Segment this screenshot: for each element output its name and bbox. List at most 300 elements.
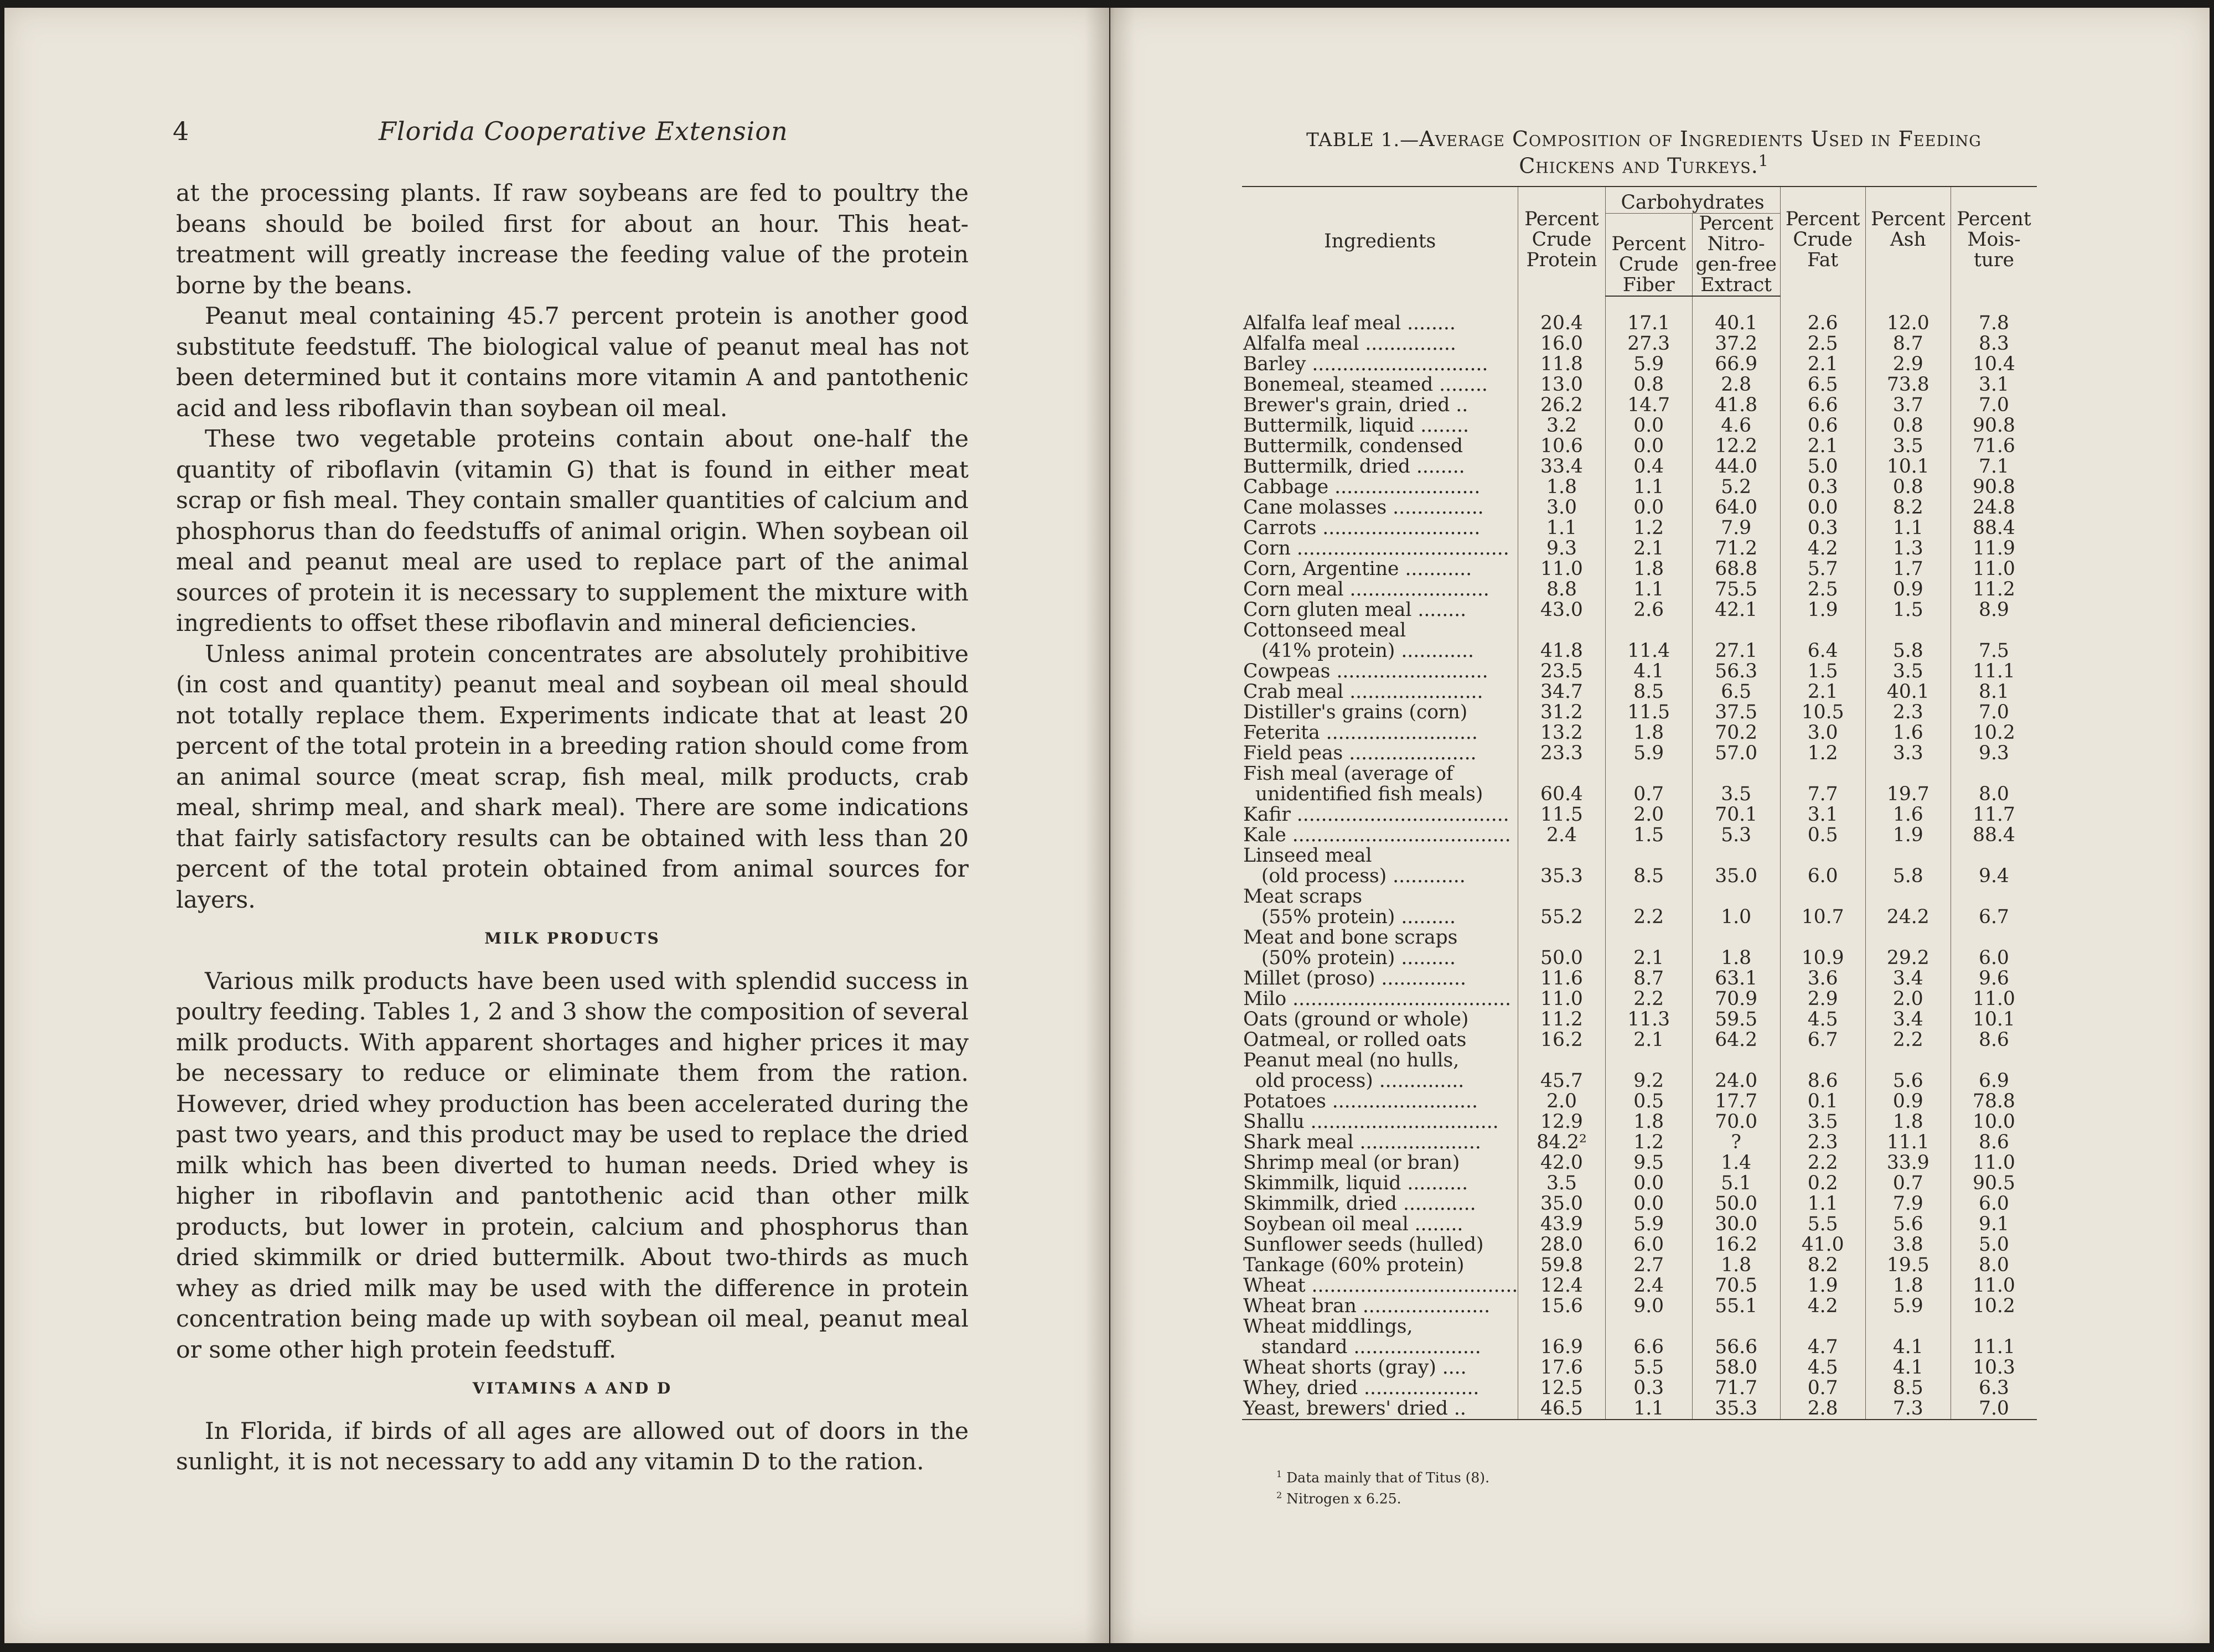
table-row (1242, 887, 2037, 907)
value-protein: 50.0 (1518, 948, 1605, 969)
table-row (1242, 1296, 2037, 1317)
table-row (1242, 1009, 2037, 1030)
table-row (1242, 457, 2037, 477)
value-nfe (1692, 620, 1780, 641)
value-nfe: 27.1 (1692, 641, 1780, 661)
value-ash: 0.8 (1865, 416, 1951, 436)
value-fiber: 9.5 (1605, 1153, 1692, 1173)
value-nfe: 56.6 (1692, 1337, 1780, 1358)
table-row (1242, 375, 2037, 395)
value-nfe (1692, 764, 1780, 784)
value-fiber (1605, 1050, 1692, 1071)
table-row (1242, 866, 2037, 887)
header-carbohydrates: Carbohydrates (1605, 187, 1780, 214)
ingredient-name: Cane molasses ............... (1242, 498, 1518, 518)
paragraph: In Florida, if birds of all ages are allowed out of doors in the sunlight, it is not necessary to add any vitamin D to the ration. (176, 1417, 969, 1475)
value-ash: 8.5 (1865, 1378, 1951, 1399)
body-text (176, 178, 969, 1478)
section-heading-milk: MILK PRODUCTS (484, 929, 660, 947)
paragraph: Unless animal protein concentrates are absolutely prohibitive (in cost and quantity) peanut meal and soybean oil meal should not totally replace them. Experiments indicate that at least 20 percent of the total protein in a breeding ration should come from an animal source (meat scrap, fish meal, milk products, crab meal, shrimp meal, and shark meal). There are some indications that fairly satisfactory results can be obtained with less than 20 percent of the total protein obtained from animal sources for layers. (176, 640, 969, 914)
ingredient-name: Wheat shorts (gray) .... (1242, 1358, 1518, 1378)
value-fiber: 1.2 (1605, 1132, 1692, 1153)
value-moisture: 90.5 (1973, 1172, 2015, 1194)
value-protein: 16.0 (1518, 334, 1605, 354)
running-title: Florida Cooperative Extension (379, 116, 788, 146)
value-moisture (1951, 1050, 2037, 1071)
value-moisture: 10.3 (1973, 1356, 2015, 1379)
value-moisture: 11.1 (1973, 1336, 2015, 1358)
table-row (1242, 600, 2037, 620)
value-fiber: 6.0 (1605, 1235, 1692, 1255)
value-moisture: 11.9 (1973, 537, 2015, 560)
value-fat (1780, 846, 1865, 866)
value-nfe: 3.5 (1692, 784, 1780, 805)
ingredient-name: Meat and bone scraps (1242, 928, 1518, 948)
value-moisture: 7.0 (1979, 394, 2009, 416)
ingredient-name: Corn meal ....................... (1242, 579, 1518, 600)
value-ash: 3.4 (1865, 969, 1951, 989)
value-moisture: 8.1 (1979, 681, 2009, 703)
value-moisture: 3.1 (1979, 374, 2009, 396)
value-protein: 59.8 (1518, 1255, 1605, 1276)
table-row (1242, 1050, 2037, 1071)
value-fiber: 0.4 (1605, 457, 1692, 477)
ingredient-name: Corn, Argentine ........... (1242, 559, 1518, 579)
value-fat: 2.5 (1780, 579, 1865, 600)
value-protein: 2.4 (1518, 825, 1605, 846)
value-fat: 4.2 (1780, 1296, 1865, 1317)
value-nfe: 16.2 (1692, 1235, 1780, 1255)
table-row (1242, 1235, 2037, 1255)
ingredient-name: Buttermilk, condensed (1242, 436, 1518, 457)
table-row (1242, 682, 2037, 702)
value-moisture: 7.0 (1951, 1399, 2037, 1420)
value-fat: 0.6 (1780, 416, 1865, 436)
value-moisture: 71.6 (1973, 435, 2015, 457)
value-fiber: 2.1 (1605, 1030, 1692, 1050)
value-nfe (1692, 1317, 1780, 1337)
value-nfe: 37.2 (1692, 334, 1780, 354)
value-moisture: 9.3 (1979, 742, 2009, 764)
value-fat: 10.5 (1780, 702, 1865, 723)
value-protein: 11.8 (1518, 354, 1605, 375)
value-protein: 46.5 (1518, 1399, 1605, 1420)
value-protein: 11.0 (1518, 989, 1605, 1009)
value-moisture: 11.0 (1973, 988, 2015, 1010)
value-fiber: 0.0 (1605, 416, 1692, 436)
value-nfe: 71.2 (1692, 538, 1780, 559)
value-fiber: 1.8 (1605, 1112, 1692, 1132)
ingredient-name: Wheat .................................. (1243, 1276, 1518, 1296)
value-fat: 0.2 (1780, 1173, 1865, 1194)
value-nfe: 37.5 (1692, 702, 1780, 723)
value-ash (1865, 1317, 1951, 1337)
value-moisture: 8.3 (1979, 333, 2009, 355)
value-fiber: 27.3 (1605, 334, 1692, 354)
table-row (1242, 579, 2037, 600)
value-fiber: 0.3 (1605, 1378, 1692, 1399)
value-ash (1865, 620, 1951, 641)
table-row (1242, 1214, 2037, 1235)
value-fat: 0.0 (1780, 498, 1865, 518)
value-protein: 31.2 (1518, 702, 1605, 723)
value-fat: 0.1 (1780, 1091, 1865, 1112)
value-protein: 16.9 (1518, 1337, 1605, 1358)
value-fat: 0.7 (1780, 1378, 1865, 1399)
value-nfe: 12.2 (1692, 436, 1780, 457)
value-moisture: 10.1 (1973, 1008, 2015, 1030)
value-fat: 6.4 (1780, 641, 1865, 661)
value-fiber: 2.2 (1605, 907, 1692, 928)
table-row (1242, 1112, 2037, 1132)
value-protein: 3.5 (1518, 1173, 1605, 1194)
value-protein: 42.0 (1518, 1153, 1605, 1173)
value-nfe: 35.0 (1692, 866, 1780, 887)
value-ash: 29.2 (1865, 948, 1951, 969)
value-fat: 1.5 (1780, 661, 1865, 682)
value-nfe (1692, 846, 1780, 866)
footnote-2: $^2$ Nitrogen x 6.25. (1276, 1490, 1401, 1507)
ingredient-name: Wheat middlings, (1242, 1317, 1518, 1337)
ingredient-name: Distiller's grains (corn) (1242, 702, 1518, 723)
ingredient-name: Buttermilk, liquid ........ (1242, 416, 1518, 436)
caption-footnote-mark: 1 (1758, 152, 1769, 170)
value-fiber: 5.5 (1605, 1358, 1692, 1378)
value-moisture: 88.4 (1973, 517, 2015, 539)
value-ash: 11.1 (1865, 1132, 1951, 1153)
value-fiber: 0.0 (1605, 1173, 1692, 1194)
value-ash: 19.5 (1865, 1255, 1951, 1276)
table-row (1242, 416, 2037, 436)
value-protein: 43.0 (1518, 600, 1605, 620)
value-protein: 13.2 (1518, 723, 1605, 743)
value-moisture: 90.8 (1973, 415, 2015, 437)
value-ash: 1.7 (1865, 559, 1951, 579)
value-nfe: 64.0 (1692, 498, 1780, 518)
value-ash: 0.7 (1865, 1173, 1951, 1194)
value-ash: 33.9 (1865, 1153, 1951, 1173)
value-fat: 1.9 (1780, 600, 1865, 620)
table-row (1242, 764, 2037, 784)
value-moisture: 6.9 (1979, 1070, 2009, 1092)
value-moisture: 5.0 (1979, 1234, 2009, 1256)
value-moisture: 7.0 (1979, 701, 2009, 723)
value-ash: 40.1 (1865, 682, 1951, 702)
value-nfe: 63.1 (1692, 969, 1780, 989)
value-ash: 3.4 (1865, 1009, 1951, 1030)
value-fiber: 1.8 (1605, 723, 1692, 743)
value-ash: 4.1 (1865, 1337, 1951, 1358)
value-fiber: 0.5 (1605, 1091, 1692, 1112)
value-protein: 34.7 (1518, 682, 1605, 702)
table-row (1242, 1337, 2037, 1358)
value-fat: 2.5 (1780, 334, 1865, 354)
value-nfe: 70.5 (1692, 1276, 1780, 1296)
value-ash: 7.9 (1865, 1194, 1951, 1214)
caption-text: Average Composition of Ingredients Used in Feeding Chickens and Turkeys. (1419, 127, 1982, 178)
value-nfe: 5.1 (1692, 1173, 1780, 1194)
ingredient-name: Shark meal .................... (1242, 1132, 1518, 1153)
value-fiber: 2.1 (1605, 948, 1692, 969)
value-ash (1865, 764, 1951, 784)
value-ash: 2.2 (1865, 1030, 1951, 1050)
header-moisture: Percent Mois- ture (1951, 187, 2037, 296)
value-protein: 1.8 (1518, 477, 1605, 498)
header-nitrogen-free-extract: Percent Nitro- gen-free Extract (1692, 214, 1780, 297)
ingredient-name: (50% protein) ......... (1242, 948, 1518, 969)
value-ash: 73.8 (1865, 375, 1951, 395)
value-protein: 33.4 (1518, 457, 1605, 477)
value-fat: 8.2 (1780, 1255, 1865, 1276)
value-ash: 5.9 (1865, 1296, 1951, 1317)
value-moisture: 8.0 (1979, 1254, 2009, 1276)
table-row (1242, 928, 2037, 948)
table-row (1242, 723, 2037, 743)
value-ash: 7.3 (1865, 1399, 1951, 1420)
table-row (1242, 354, 2037, 375)
value-moisture: 9.1 (1979, 1213, 2009, 1235)
ingredient-name: old process) .............. (1242, 1071, 1518, 1091)
table-row (1242, 1173, 2037, 1194)
value-nfe: 58.0 (1692, 1358, 1780, 1378)
value-protein: 43.9 (1518, 1214, 1605, 1235)
value-protein: 84.2² (1518, 1132, 1605, 1153)
ingredient-name: Brewer's grain, dried .. (1242, 395, 1518, 416)
value-protein: 3.0 (1518, 498, 1605, 518)
ingredient-name: (old process) ............ (1242, 866, 1518, 887)
value-protein: 11.2 (1518, 1009, 1605, 1030)
ingredient-name: Wheat bran ..................... (1242, 1296, 1518, 1317)
value-ash (1865, 887, 1951, 907)
value-fiber: 11.3 (1605, 1009, 1692, 1030)
value-ash: 2.0 (1865, 989, 1951, 1009)
value-fat: 3.5 (1780, 1112, 1865, 1132)
value-nfe: 1.0 (1692, 907, 1780, 928)
ingredient-name: Crab meal ...................... (1242, 682, 1518, 702)
value-fat: 6.6 (1780, 395, 1865, 416)
value-fat (1780, 764, 1865, 784)
value-fat: 2.6 (1780, 296, 1865, 334)
value-fat: 0.5 (1780, 825, 1865, 846)
value-protein (1518, 846, 1605, 866)
ingredient-name: Shallu ............................... (1242, 1112, 1518, 1132)
value-protein: 55.2 (1518, 907, 1605, 928)
ingredient-name: Tankage (60% protein) (1242, 1255, 1518, 1276)
value-protein: 11.5 (1518, 805, 1605, 825)
value-nfe: 5.3 (1692, 825, 1780, 846)
value-protein: 8.8 (1518, 579, 1605, 600)
value-fiber (1605, 620, 1692, 641)
ingredient-name: Cottonseed meal (1242, 620, 1518, 641)
ingredient-name: Carrots .......................... (1242, 518, 1518, 538)
ingredient-name: Kale .................................... (1242, 825, 1518, 846)
value-fat: 1.9 (1780, 1276, 1865, 1296)
value-moisture: 88.4 (1973, 824, 2015, 846)
value-fiber: 14.7 (1605, 395, 1692, 416)
value-ash: 1.6 (1865, 723, 1951, 743)
value-fat (1780, 928, 1865, 948)
value-fiber: 2.4 (1605, 1276, 1692, 1296)
value-moisture (1951, 846, 2037, 866)
header-ash: Percent Ash (1865, 187, 1951, 296)
value-fiber: 2.2 (1605, 989, 1692, 1009)
paragraph: Various milk products have been used with splendid success in poultry feeding. Tables 1, 2 and 3 show the composition of several milk products. With apparent shortages and higher prices it may be necessary to reduce or eliminate them from the ration. However, dried whey production has been accelerated during the past two years, and this product may be used to replace the dried milk which has been diverted to human needs. Dried whey is higher in riboflavin and pantothenic acid than other milk products, but lower in protein, calcium and phosphorus than dried skimmilk or dried buttermilk. About two-thirds as much whey as dried milk may be used with the difference in protein concentration being made up with soybean oil meal, peanut meal or some other high protein feedstuff. (176, 967, 969, 1364)
value-ash: 3.8 (1865, 1235, 1951, 1255)
value-moisture: 11.0 (1973, 558, 2015, 580)
value-ash: 19.7 (1865, 784, 1951, 805)
value-protein: 35.3 (1518, 866, 1605, 887)
value-nfe: 68.8 (1692, 559, 1780, 579)
value-fiber: 8.5 (1605, 866, 1692, 887)
value-fat (1780, 1317, 1865, 1337)
ingredient-name: Bonemeal, steamed ........ (1242, 375, 1518, 395)
table-row (1242, 296, 2037, 334)
value-fiber: 8.5 (1605, 682, 1692, 702)
value-moisture: 8.6 (1979, 1131, 2009, 1153)
value-protein (1518, 887, 1605, 907)
ingredient-name: Whey, dried ................... (1242, 1378, 1518, 1399)
value-fiber (1605, 846, 1692, 866)
value-nfe: 66.9 (1692, 354, 1780, 375)
value-fiber: 11.5 (1605, 702, 1692, 723)
value-fat (1780, 1050, 1865, 1071)
table-row (1242, 1378, 2037, 1399)
value-fat: 2.9 (1780, 989, 1865, 1009)
header-crude-fiber: Percent Crude Fiber (1605, 214, 1692, 297)
value-ash: 5.6 (1865, 1214, 1951, 1235)
ingredient-name: (55% protein) ......... (1242, 907, 1518, 928)
value-nfe: 44.0 (1692, 457, 1780, 477)
book-spine (1085, 8, 1135, 1643)
value-moisture (1951, 764, 2037, 784)
ingredient-name: Linseed meal (1242, 846, 1518, 866)
value-ash: 1.3 (1865, 538, 1951, 559)
value-nfe: 17.7 (1692, 1091, 1780, 1112)
value-fat (1780, 887, 1865, 907)
value-ash: 0.8 (1865, 477, 1951, 498)
value-nfe: 24.0 (1692, 1071, 1780, 1091)
table-row (1242, 1317, 2037, 1337)
value-protein: 20.4 (1518, 296, 1605, 334)
value-protein: 23.3 (1518, 743, 1605, 764)
value-ash: 5.8 (1865, 641, 1951, 661)
value-fiber: 4.1 (1605, 661, 1692, 682)
value-nfe: 50.0 (1692, 1194, 1780, 1214)
table-row (1242, 436, 2037, 457)
paragraph: Peanut meal containing 45.7 percent protein is another good substitute feedstuff. The biological value of peanut meal has not been determined but it contains more vitamin A and pantothenic acid and less riboflavin than soybean oil meal. (176, 303, 969, 422)
value-moisture: 90.8 (1973, 476, 2015, 498)
value-nfe: 70.0 (1692, 1112, 1780, 1132)
value-nfe: ? (1692, 1132, 1780, 1153)
ingredient-name: Alfalfa leaf meal ........ (1242, 296, 1518, 334)
value-moisture: 10.2 (1973, 722, 2015, 744)
value-protein: 10.6 (1518, 436, 1605, 457)
value-fiber: 2.0 (1605, 805, 1692, 825)
value-moisture: 10.4 (1973, 353, 2015, 375)
value-nfe: 71.7 (1692, 1378, 1780, 1399)
ingredient-name: Milo .................................... (1242, 989, 1518, 1009)
value-protein: 3.2 (1518, 416, 1605, 436)
value-protein: 11.0 (1518, 559, 1605, 579)
footnote-1: $^1$ Data mainly that of Titus (8). (1276, 1469, 1490, 1486)
value-protein: 35.0 (1518, 1194, 1605, 1214)
value-fiber: 5.9 (1605, 743, 1692, 764)
table-row (1242, 1153, 2037, 1173)
ingredient-name: Millet (proso) .............. (1242, 969, 1518, 989)
value-moisture: 11.1 (1973, 660, 2015, 682)
table-row (1242, 1071, 2037, 1091)
value-ash: 3.5 (1865, 661, 1951, 682)
value-fiber: 1.1 (1605, 1399, 1692, 1420)
value-fat: 6.0 (1780, 866, 1865, 887)
table-row (1242, 395, 2037, 416)
value-protein: 12.4 (1518, 1276, 1605, 1296)
value-fat: 4.5 (1780, 1009, 1865, 1030)
ingredient-name: Barley ............................. (1242, 354, 1518, 375)
table-row (1242, 498, 2037, 518)
value-protein: 13.0 (1518, 375, 1605, 395)
value-ash: 2.3 (1865, 702, 1951, 723)
footnotes (1276, 1465, 1489, 1508)
value-moisture: 7.5 (1979, 640, 2009, 662)
ingredient-name: (41% protein) ............ (1242, 641, 1518, 661)
ingredient-name: Oatmeal, or rolled oats (1242, 1030, 1518, 1050)
value-nfe: 2.8 (1692, 375, 1780, 395)
value-ash: 8.2 (1865, 498, 1951, 518)
value-moisture: 11.2 (1973, 578, 2015, 600)
value-fat: 1.1 (1780, 1194, 1865, 1214)
value-fat: 10.7 (1780, 907, 1865, 928)
value-ash: 5.8 (1865, 866, 1951, 887)
value-moisture: 7.8 (1979, 312, 2009, 334)
table-row (1242, 784, 2037, 805)
value-fat: 1.2 (1780, 743, 1865, 764)
value-moisture (1951, 887, 2037, 907)
value-protein (1518, 620, 1605, 641)
value-moisture: 11.0 (1973, 1275, 2015, 1297)
value-nfe: 1.4 (1692, 1153, 1780, 1173)
value-protein: 26.2 (1518, 395, 1605, 416)
header-crude-protein: Percent Crude Protein (1518, 187, 1605, 296)
value-fiber: 2.1 (1605, 538, 1692, 559)
value-fat: 10.9 (1780, 948, 1865, 969)
value-fat: 6.5 (1780, 375, 1865, 395)
table-row (1242, 805, 2037, 825)
value-ash: 0.9 (1865, 579, 1951, 600)
value-nfe: 30.0 (1692, 1214, 1780, 1235)
ingredient-name: Field peas ..................... (1242, 743, 1518, 764)
ingredient-name: Potatoes ........................ (1242, 1091, 1518, 1112)
value-nfe (1692, 928, 1780, 948)
ingredient-name: Kafir ................................... (1242, 805, 1518, 825)
value-ash: 1.8 (1865, 1276, 1951, 1296)
value-moisture: 78.8 (1973, 1090, 2015, 1112)
header-ingredients: Ingredients (1242, 187, 1518, 296)
value-protein: 60.4 (1518, 784, 1605, 805)
table-row (1242, 477, 2037, 498)
value-fat: 4.2 (1780, 538, 1865, 559)
value-fiber: 5.9 (1605, 354, 1692, 375)
table-row (1242, 1132, 2037, 1153)
value-nfe: 42.1 (1692, 600, 1780, 620)
table-row (1242, 1030, 2037, 1050)
value-moisture (1951, 928, 2037, 948)
value-nfe (1692, 887, 1780, 907)
value-fiber: 0.0 (1605, 436, 1692, 457)
value-ash: 10.1 (1865, 457, 1951, 477)
value-moisture: 9.4 (1979, 865, 2009, 887)
table-row (1242, 1091, 2037, 1112)
